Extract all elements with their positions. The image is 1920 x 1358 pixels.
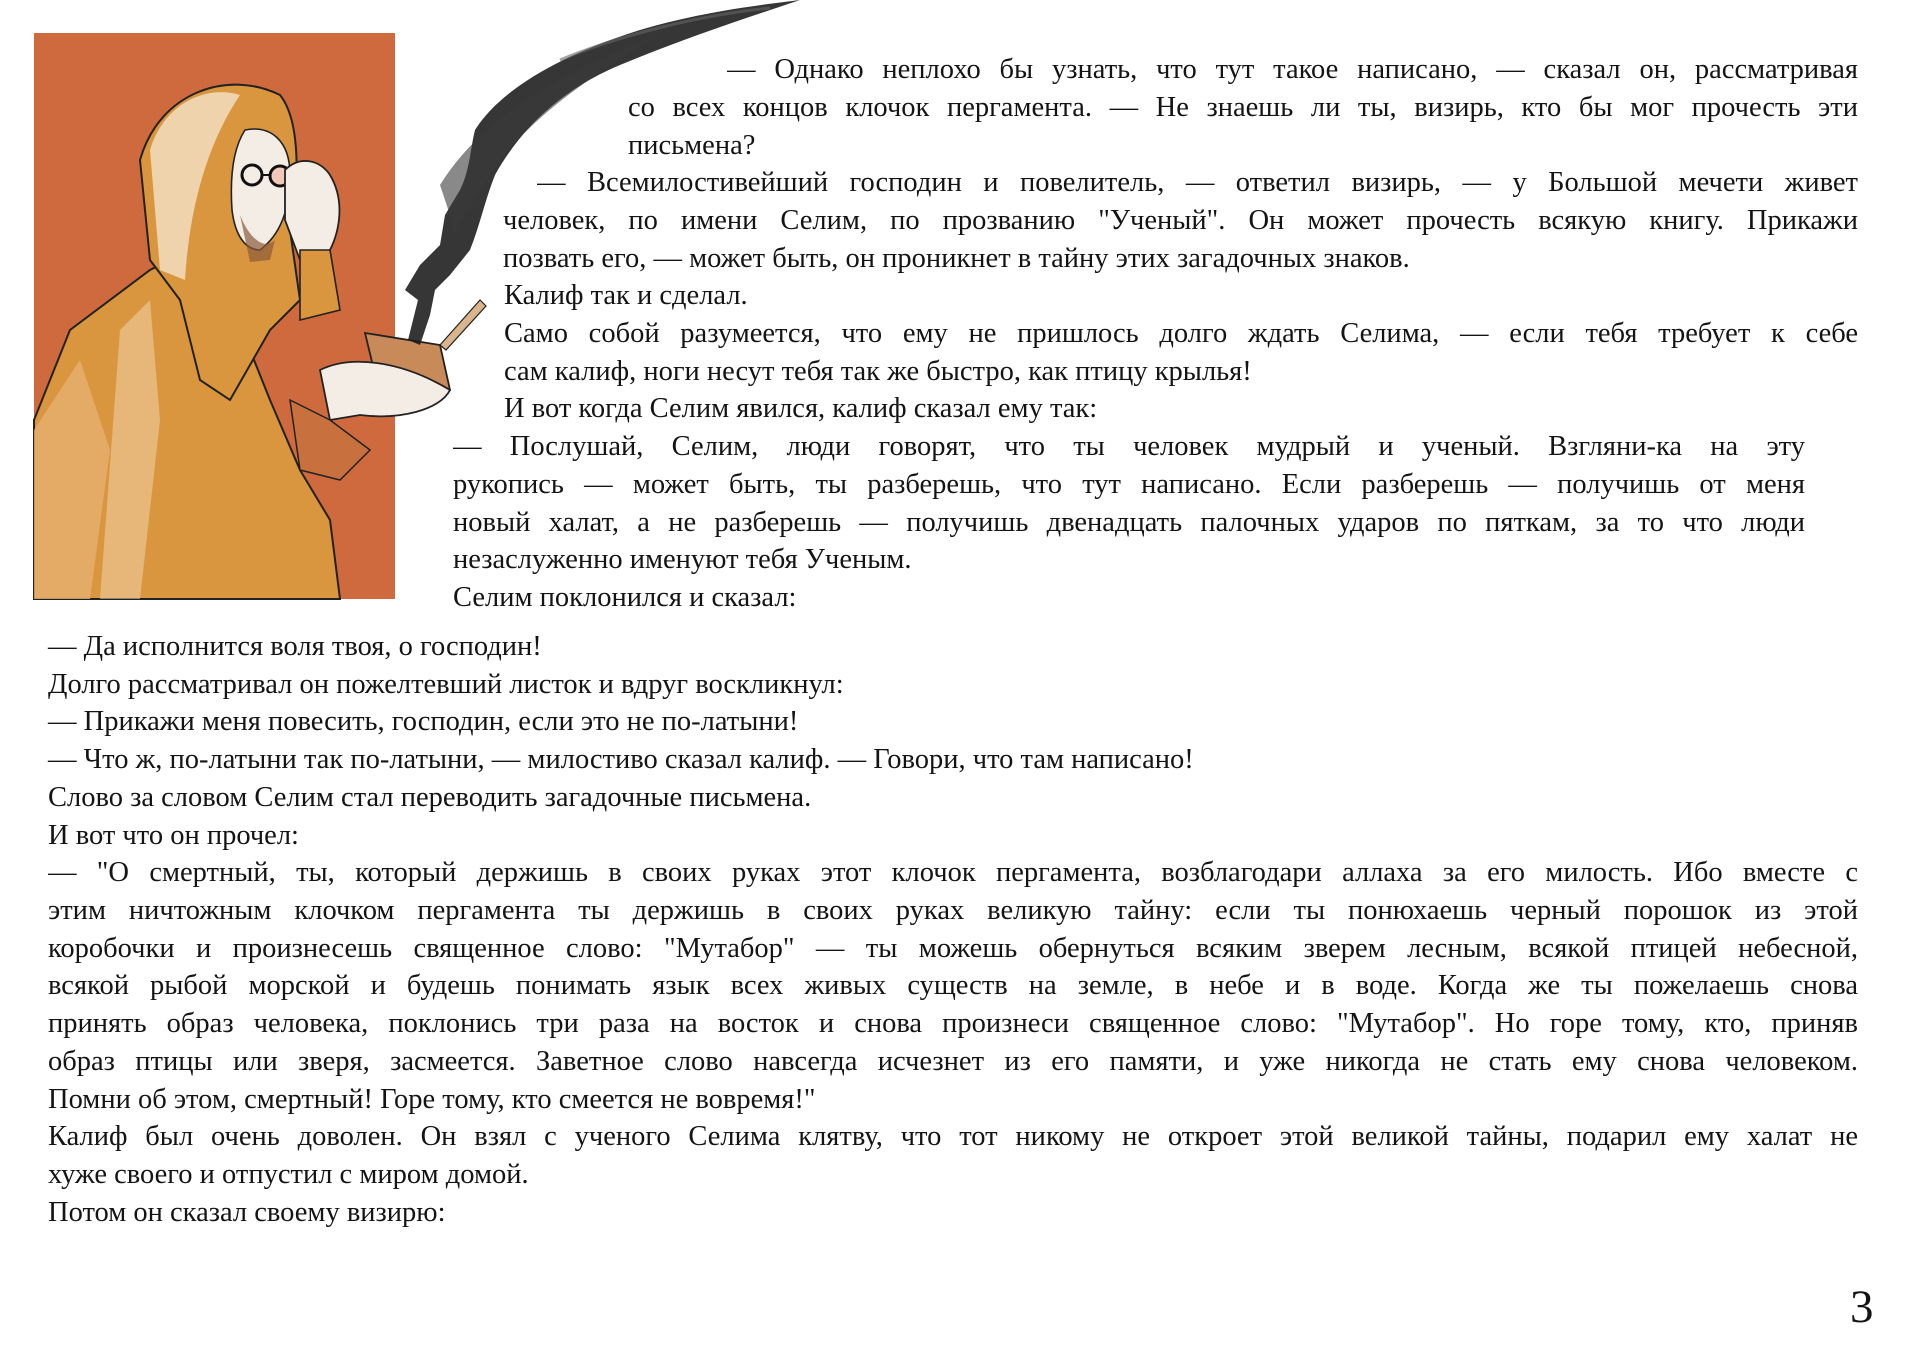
text-line: — Да исполнится воля твоя, о господин! xyxy=(48,631,542,662)
page-number: 3 xyxy=(1850,1281,1874,1333)
text-line: хуже своего и отпустил с миром домой. xyxy=(48,1159,529,1190)
text-line: Долго рассматривал он пожелтевший листок и вдруг воскликнул: xyxy=(48,669,844,700)
text-line: — "О смертный, ты, который держишь в своих руках этот клочок пергамента, возблагодари аллаха за его милость. Ибо вместе с xyxy=(48,857,1858,888)
text-line: — Однако неплохо бы узнать, что тут такое написано, — сказал он, рассматривая xyxy=(727,54,1858,85)
text-line: человек, по имени Селим, по прозванию "Ученый". Он может прочесть всякую книгу. Прикажи xyxy=(503,205,1858,236)
text-line: Потом он сказал своему визирю: xyxy=(48,1197,446,1228)
text-line: со всех концов клочок пергамента. — Не знаешь ли ты, визирь, кто бы мог прочесть эти xyxy=(628,92,1858,123)
text-line: Само собой разумеется, что ему не пришлось долго ждать Селима, — если тебя требует к себе xyxy=(504,318,1858,349)
text-line: И вот когда Селим явился, калиф сказал ему так: xyxy=(504,393,1098,424)
text-line: позвать его, — может быть, он проникнет в тайну этих загадочных знаков. xyxy=(503,243,1410,274)
text-line: образ птицы или зверя, засмеется. Заветное слово навсегда исчезнет из его памяти, и уже никогда не стать ему снова человеком. xyxy=(48,1046,1858,1077)
text-line: — Всемилостивейший господин и повелитель, — ответил визирь, — у Большой мечети живет xyxy=(537,167,1858,198)
text-line: Калиф был очень доволен. Он взял с ученого Селима клятву, что тот никому не откроет этой великой тайны, подарил ему халат не xyxy=(48,1121,1858,1152)
text-line: коробочки и произнесешь священное слово: "Мутабор" — ты можешь обернуться всяким зверем лесным, всякой птицей небесной, xyxy=(48,933,1858,964)
text-line: И вот что он прочел: xyxy=(48,820,299,851)
text-line: Помни об этом, смертный! Горе тому, кто смеется не вовремя!" xyxy=(48,1084,816,1115)
text-line: новый халат, а не разберешь — получишь двенадцать палочных ударов по пяткам, за то что люди xyxy=(453,507,1805,538)
text-line: Калиф так и сделал. xyxy=(504,280,748,311)
text-line: — Прикажи меня повесить, господин, если это не по-латыни! xyxy=(48,706,799,737)
text-line: этим ничтожным клочком пергамента ты держишь в своих руках великую тайну: если ты понюхаешь черный порошок из этой xyxy=(48,895,1858,926)
text-line: всякой рыбой морской и будешь понимать язык всех живых существ на земле, в небе и в воде. Когда же ты пожелаешь снова xyxy=(48,970,1858,1001)
text-line: — Послушай, Селим, люди говорят, что ты человек мудрый и ученый. Взгляни-ка на эту xyxy=(453,431,1805,462)
text-line: рукопись — может быть, ты разберешь, что тут написано. Если разберешь — получишь от меня xyxy=(453,469,1805,500)
text-line: Селим поклонился и сказал: xyxy=(453,582,797,613)
text-line: принять образ человека, поклонись три раза на восток и снова произнеси священное слово: "Мутабор". Но горе тому, кто, приняв xyxy=(48,1008,1858,1039)
text-line: сам калиф, ноги несут тебя так же быстро, как птицу крылья! xyxy=(504,356,1252,387)
text-line: незаслуженно именуют тебя Ученым. xyxy=(453,544,912,575)
text-line: Слово за словом Селим стал переводить загадочные письмена. xyxy=(48,782,812,813)
text-line: — Что ж, по-латыни так по-латыни, — милостиво сказал калиф. — Говори, что там написано! xyxy=(48,744,1194,775)
text-line: письмена? xyxy=(628,130,756,161)
